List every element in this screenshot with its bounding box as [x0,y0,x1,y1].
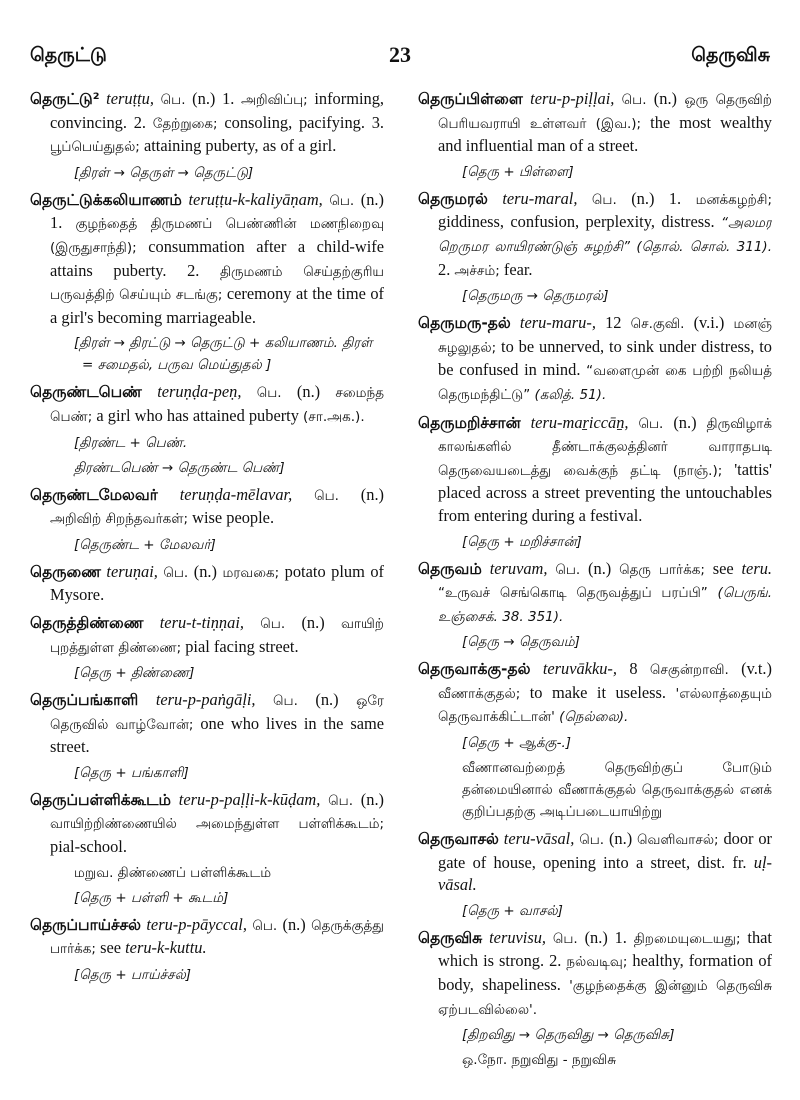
etymology: [தெரு + மறிச்சான்] [462,533,582,550]
definition-text: மனக்கழற்சி; [695,191,772,208]
definition-text: healthy, formation of body, shapeliness. [438,951,772,995]
definition-text: தேற்றுகை; [152,115,218,132]
definition-text: (v.i.) [684,313,734,333]
etymology: [தெரு + பங்காளி] [74,764,189,781]
definition-text: uḷ-vāsal. [438,852,772,895]
entry-definition [418,88,772,158]
etymology: [தெரு + வாசல்] [462,902,563,919]
left-column [30,88,384,1088]
transliteration: teruṇḍa-peṇ, [157,382,242,402]
entry-definition [418,658,772,729]
definition-text: one who lives in the same street. [50,713,384,757]
definition-text: பெ. [579,832,605,849]
definition-text: ஒரே தெருவில் வாழ்வோன்; [50,693,384,733]
dictionary-entry [30,484,384,556]
definition-text: பெ. [638,415,664,432]
definition-text: (கலித். 51). [530,386,607,403]
definition-text: (சா.அக.). [303,408,365,425]
headword: தெருப்பள்ளிக்கூடம் [30,790,171,809]
definition-text: (n.) [646,89,685,108]
transliteration: teru-p-paḷḷi-k-kūḍam, [178,789,321,809]
definition-text: (பெருங். உஞ்சைக். 38. 351). [438,585,772,625]
headword: தெருப்பாய்ச்சல் [30,915,142,934]
headword: தெருவாசல் [418,830,499,849]
definition-text: (n.) 1. [50,189,384,233]
etymology: [தெரு + திண்ணை] [74,665,195,682]
definition-text: அறிவிற் சிறந்தவர்கள்; [50,511,189,528]
transliteration: teru-p-pāyccal, [146,914,247,934]
definition-text: attaining puberty, as of a girl. [139,136,337,156]
definition-text: திருமணம் செய்தற்குரிய பருவத்திற் செய்யும் சடங்கு; [50,263,384,304]
definition-text: see [95,938,126,958]
dictionary-entry [418,88,772,183]
definition-text: மரவகை; [222,564,280,581]
definition-text: that which is strong. 2. [438,927,772,971]
entry-definition [30,789,384,859]
etymology: [தெரு + ஆக்கு-.] [462,735,572,752]
definition-text: 1. [222,89,242,108]
entry-note: ஒ.நோ. நறுவிது - நறுவிசு [462,1052,617,1069]
definition-text: (n.) [663,412,707,432]
definition-text: giddiness, confusion, perplexity, distress. [438,212,721,232]
definition-text: பெ. [329,192,355,209]
headword: தெருமரல் [418,189,488,208]
definition-text: (n.) [297,690,357,710]
dictionary-entry [30,381,384,478]
definition-text: பெ. [328,792,353,809]
definition-text: potato plum of Mysore. [50,561,384,605]
definition-text: the most wealthy and influential man of a street. [438,112,772,156]
definition-text: (n.) 1. [616,188,696,208]
definition-text: பெ. [256,385,282,402]
entry-definition [30,189,384,330]
definition-text: “அலமர றெருமர லாயிரண்டுஞ் சுழற்சி” (தொல். சொல். 311). [438,215,772,255]
definition-text: தெருக்குத்து பார்க்க; [50,917,384,958]
etymology: திரண்டபெண் → தெருண்ட பெண்] [74,459,285,476]
definition-text: பெ. [591,191,617,208]
header-left-guide-word: தெருட்டு [30,44,107,66]
definition-text: 8 [629,659,650,679]
definition-text: பெ. [163,564,189,581]
definition-text: (நெல்லை). [554,709,629,726]
definition-text: திருவிழாக் காலங்களில் தீண்டாக்குலத்தினர் வாராதபடி தெருவையடைத்து வைக்குந் தட்டி (நாஞ்.); [438,415,772,479]
transliteration: teru-t-tiṇṇai, [159,612,244,632]
dictionary-entry [30,88,384,184]
headword: தெருவாக்கு-தல் [418,660,531,679]
definition-text: (n.) [281,382,336,402]
definition-text: informing, convincing. [50,89,384,132]
definition-text: to make it useless. [520,682,676,702]
entry-note: மறுவ. திண்ணைப் பள்ளிக்கூடம் [74,864,272,881]
definition-text: பெ. [273,693,298,710]
headword: தெருமரு-தல் [418,314,511,333]
dictionary-entry [418,412,772,553]
definition-text: பெ. [252,917,278,934]
definition-text: குழந்தைத் திருமணப் பெண்ணின் மணநிறைவு (இருதுசாந்தி); [50,216,384,256]
transliteration: teruṭṭu-k-kaliyāṇam, [188,189,323,209]
etymology: [தெருண்ட + மேலவர்] [74,536,216,553]
etymology: [திரள் → தெருள் → தெருட்டு] [74,164,254,181]
definition-text: (n.) [185,89,223,108]
headword: தெருட்டு² [30,90,100,108]
dictionary-entry [418,927,772,1071]
etymology: [திரள் → திரட்டு → தெருட்டு + கலியாணம். திரள் = சமைதல், பருவ மெய்துதல் ] [74,335,373,374]
dictionary-entry [30,914,384,986]
definition-text: திறமையுடையது; [633,930,741,947]
headword: தெருட்டுக்கலியாணம் [30,190,182,209]
entry-definition [30,914,384,961]
definition-text: pial facing street. [181,636,299,656]
definition-text: பெ. [260,615,286,632]
entry-definition [30,689,384,759]
definition-text: பெ. [555,561,581,578]
headword: தெருண்டமேலவர் [30,485,158,504]
transliteration: teru-p-piḷḷai, [530,89,615,108]
definition-text: பெ. [314,487,339,504]
definition-text: 'குழந்தைக்கு இன்னும் தெருவிசு ஏற்படவில்லை'. [438,978,772,1018]
definition-text: செகுன்றாவி. [649,662,729,679]
definition-text: “உருவச் செங்கொடி தெருவத்துப் பரப்பி” [438,585,708,602]
definition-text: ceremony at the time of a girl's becoming marriageable. [50,284,384,327]
dictionary-entry [30,561,384,607]
headword: தெருணை [30,562,101,581]
definition-text: wise people. [188,508,275,528]
headword: தெருப்பிள்ளை [418,90,523,108]
entry-definition [418,927,772,1021]
definition-text: fear. [499,259,533,279]
entry-definition [418,312,772,406]
dictionary-entry [30,689,384,784]
dictionary-entry [418,658,772,823]
definition-text: teru. [741,558,772,578]
definition-text: அச்சம்; [454,262,500,279]
dictionary-entry [418,828,772,922]
entry-definition [418,412,772,528]
transliteration: teruṇai, [106,561,158,581]
dictionary-entry [418,312,772,406]
headword: தெருமறிச்சான் [418,413,521,432]
definition-text: (v.t.) [728,659,772,679]
definition-text: see [704,558,742,578]
definition-text: pial-school. [50,837,127,857]
definition-text: 3. [371,112,384,132]
transliteration: teruṭṭu, [106,89,154,108]
definition-text: தெரு பார்க்க; [619,561,705,578]
transliteration: teruvam, [489,558,548,578]
definition-text: 'tattis' placed across a street preventing the untouchables from entering during a festival. [438,459,772,525]
definition-text: 12 [605,313,631,333]
etymology: [திரண்ட + பெண். [74,434,188,451]
dictionary-entry [418,558,772,654]
definition-text: (n.) [277,914,312,934]
definition-text: 2. [438,259,455,279]
definition-text: பெ. [552,930,578,947]
definition-text: (n.) [285,612,341,632]
transliteration: teru-p-paṅgāḷi, [155,690,256,710]
definition-text: (n.) [580,558,620,578]
definition-text: செ.குவி. [630,316,685,333]
definition-text: (n.) [353,789,384,809]
dictionary-entry [30,189,384,377]
etymology: [தெருமரு → தெருமரல்] [462,288,609,305]
definition-text: (n.) [338,484,384,504]
headword: தெருப்பங்காளி [30,691,139,710]
transliteration: teruṇḍa-mēlavar, [179,484,293,504]
headword: தெருவம் [418,559,482,578]
transliteration: teru-vāsal, [503,829,575,849]
definition-text: a girl who has attained puberty [92,405,304,425]
transliteration: teru-maru-, [519,313,596,333]
definition-text: வெளிவாசல்; [637,832,719,849]
definition-text: சமைந்த பெண்; [50,385,384,425]
headword: தெருண்டபெண் [30,383,142,402]
transliteration: teruvākku-, [542,659,617,679]
entry-definition [30,612,384,659]
dictionary-entry [30,789,384,909]
definition-text: மனஞ் சுழலுதல்; [438,316,772,356]
definition-text: பெ. [621,92,647,108]
entry-note: வீணானவற்றைத் தெருவிற்குப் போடும் தன்மையினால் வீணாக்குதல் தெருவாக்குதல் எனக் குறிப்பதற்கு அடிப்படையாயிற்று [462,760,772,821]
definition-text: பெ. [160,92,186,108]
dictionary-entry [418,188,772,307]
definition-text: வீணாக்குதல்; [438,685,521,702]
entry-definition [418,558,772,629]
definition-text: வாயிற்றிண்ணையில் அமைந்துள்ள பள்ளிக்கூடம்; [50,816,384,833]
etymology: [தெரு + பள்ளி + கூடம்] [74,889,229,906]
transliteration: teru-maral, [502,188,578,208]
transliteration: teruvisu, [489,927,547,947]
page-header [30,44,770,78]
etymology: [தெரு + பிள்ளை] [462,163,574,180]
definition-text: teru-k-kuttu. [125,938,207,958]
etymology: [திறவிது → தெருவிது → தெருவிசு] [462,1027,675,1044]
header-right-guide-word: தெருவிசு [691,44,770,66]
entry-definition [30,484,384,531]
page-number: 23 [389,42,411,67]
definition-text: வாயிற் புறத்துள்ள திண்ணை; [50,615,384,656]
definition-text: அறிவிப்பு; [241,92,308,108]
entry-definition [418,828,772,897]
definition-text: “வளைமுன் கை பற்றி நலியத் தெருமந்திட்டு” [438,363,772,403]
definition-text: to be unnerved, to sink under distress, to be confused in mind. [438,336,772,380]
definition-text: (n.) 1. [577,927,634,947]
definition-text: (n.) [604,829,638,849]
entry-definition [418,188,772,282]
entry-definition [30,381,384,428]
definition-text: பூப்பெய்துதல்; [50,139,140,156]
definition-text: (n.) [188,561,223,581]
definition-text: consummation after a child-wife attains puberty. 2. [50,236,384,280]
definition-text: door or gate of house, opening into a street, dist. fr. [438,829,772,872]
definition-text: 'எல்லாத்தையும் தெருவாக்கிட்டான்' [438,685,772,726]
dictionary-entry [30,612,384,684]
definition-text: consoling, pacifying. [217,112,372,132]
headword: தெருத்திண்ணை [30,613,144,632]
entry-definition [30,561,384,607]
etymology: [தெரு → தெருவம்] [462,634,580,651]
right-column [418,88,772,1088]
etymology: [தெரு + பாய்ச்சல்] [74,966,192,983]
definition-text: நல்வடிவு; [566,954,628,971]
definition-text: 2. [133,112,153,132]
transliteration: teru-maṟiccāṉ, [530,412,629,432]
entry-definition [30,88,384,159]
headword: தெருவிசு [418,928,483,947]
definition-text: ஒரு தெருவிற் பெரியவராயி உள்ளவர் (இவ.); [438,92,772,132]
